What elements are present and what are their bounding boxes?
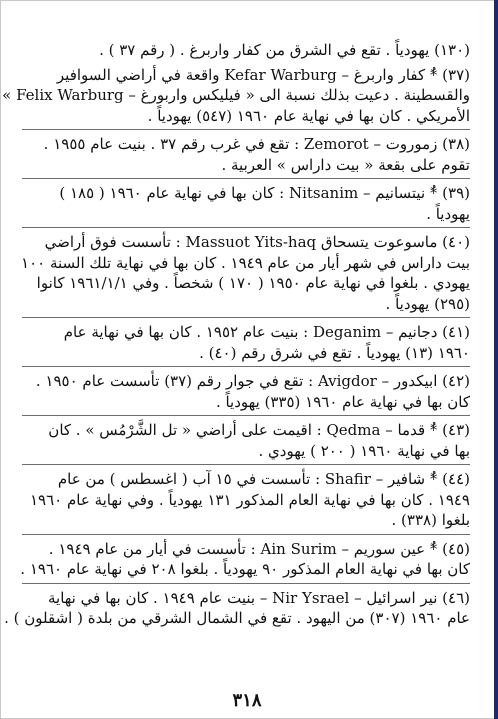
text-line: (٤١) دجانيم – Deganim : بنيت عام ١٩٥٢ . كان بها في نهاية عام bbox=[63, 323, 470, 341]
text-line: تقوم على بقعة « بيت داراس » العربية . bbox=[221, 155, 470, 174]
text-line: (٤٣) *ٌ قدما – Qedma : اقيمت على أراضي « تل الشَّرْمُس » . كان bbox=[48, 421, 470, 439]
divider bbox=[22, 129, 470, 130]
divider bbox=[22, 415, 470, 416]
document-body bbox=[2, 40, 470, 629]
entry-42 bbox=[22, 371, 470, 412]
text-line: ١٩٤٩ . كان بها في نهاية العام المذكور ١٣١ يهودياً . وفي نهاية عام ١٩٦٠ bbox=[30, 490, 470, 509]
entry-37 bbox=[2, 65, 470, 127]
entry-41 bbox=[22, 322, 470, 363]
text-line: (٤٥) *ٌ عين سوريم – Ain Surim : تأسست في أيار من عام ١٩٤٩ . bbox=[48, 539, 470, 558]
text-line: يهودي . بلغوا في نهاية عام ١٩٥٠ ( ١٧٠ ) شخصاً . وفي ١٩٦١/١/١ كانوا bbox=[36, 274, 470, 292]
divider bbox=[22, 178, 470, 179]
entry-40 bbox=[22, 232, 470, 314]
text-line: كان بها في نهاية العام المذكور ٩٠ يهودياً . بلغوا ٢٠٨ في نهاية عام ١٩٦٠ . bbox=[20, 560, 470, 578]
text-line: ١٩٦٠ (١٣) يهودياً . تقع في شرق رقم (٤٠) . bbox=[199, 343, 470, 362]
entry-130 bbox=[22, 40, 470, 61]
text-line: عام ١٩٦٠ (٣٠٧) من اليهود . تقع في الشمال الشرقي من بلدة ( اشقلون ) . bbox=[4, 609, 470, 627]
text-line: والقسطينة . دعيت بذلك نسبة الى « فيليكس واربورغ – Felix Warburg » bbox=[2, 86, 470, 104]
text-line: (٣٩) *ٌ نيتسانيم – Nitsanim : كان بها في نهاية عام ١٩٦٠ ( ١٨٥ ) bbox=[59, 184, 470, 202]
divider bbox=[22, 583, 470, 584]
text-line: (٤٦) نير اسرائيل – Nir Ysrael – بنيت عام ١٩٤٩ . كان بها في نهاية bbox=[47, 588, 470, 607]
text-line: (٣٧) *ٌ كفار واربرغ – Kefar Warburg واقعة في أراضي السوافير bbox=[56, 65, 470, 84]
text-line: (١٣٠) يهودياً . تقع في الشرق من كفار واربرغ . ( رقم ٣٧ ) . bbox=[99, 41, 470, 59]
entry-45 bbox=[22, 539, 470, 580]
text-line: (٢٩٥) يهودياً . bbox=[385, 294, 470, 313]
text-line: (٤٢) ابيكدور – Avigdor : تقع في جوار رقم (٣٧) تأسست عام ١٩٥٠ . bbox=[35, 372, 470, 390]
entry-39 bbox=[22, 183, 470, 224]
text-line: بها في نهاية ١٩٦٠ ( ٢٠٠ ) يهودي . bbox=[258, 441, 470, 460]
text-line: (٤٠) ماسوعوت يتسحاق Massuot Yits-haq : تأسست فوق أراضي bbox=[44, 233, 470, 251]
divider bbox=[22, 366, 470, 367]
text-line: الأمريكي . كان بها في نهاية عام ١٩٦٠ (٥٤٧) يهودياً . bbox=[147, 106, 470, 125]
text-line: بيت داراس في شهر أيار من عام ١٩٤٩ . كان بها في نهاية تلك السنة ١٠٠ bbox=[21, 253, 470, 272]
text-line: بلغوا (٣٣٨) . bbox=[391, 511, 470, 529]
text-line: (٤٤) *ٌ شافير – Shafir : تأسست في ١٥ آب ( اغسطس ) من عام bbox=[57, 470, 470, 488]
text-line: يهودياً . bbox=[426, 204, 470, 223]
text-line: (٣٨) زموروت – Zemorot : تقع في غرب رقم ٣٧ . بنيت عام ١٩٥٥ . bbox=[43, 135, 470, 153]
entry-43 bbox=[22, 420, 470, 461]
divider bbox=[22, 227, 470, 228]
entry-38 bbox=[22, 134, 470, 175]
divider bbox=[22, 317, 470, 318]
divider bbox=[22, 534, 470, 535]
page-number: ٣١٨ bbox=[232, 690, 262, 711]
entry-44 bbox=[22, 469, 470, 531]
text-line: كان بها في نهاية عام ١٩٦٠ (٣٣٥) يهودياً . bbox=[215, 392, 470, 411]
entry-46 bbox=[4, 588, 470, 629]
divider bbox=[22, 464, 470, 465]
